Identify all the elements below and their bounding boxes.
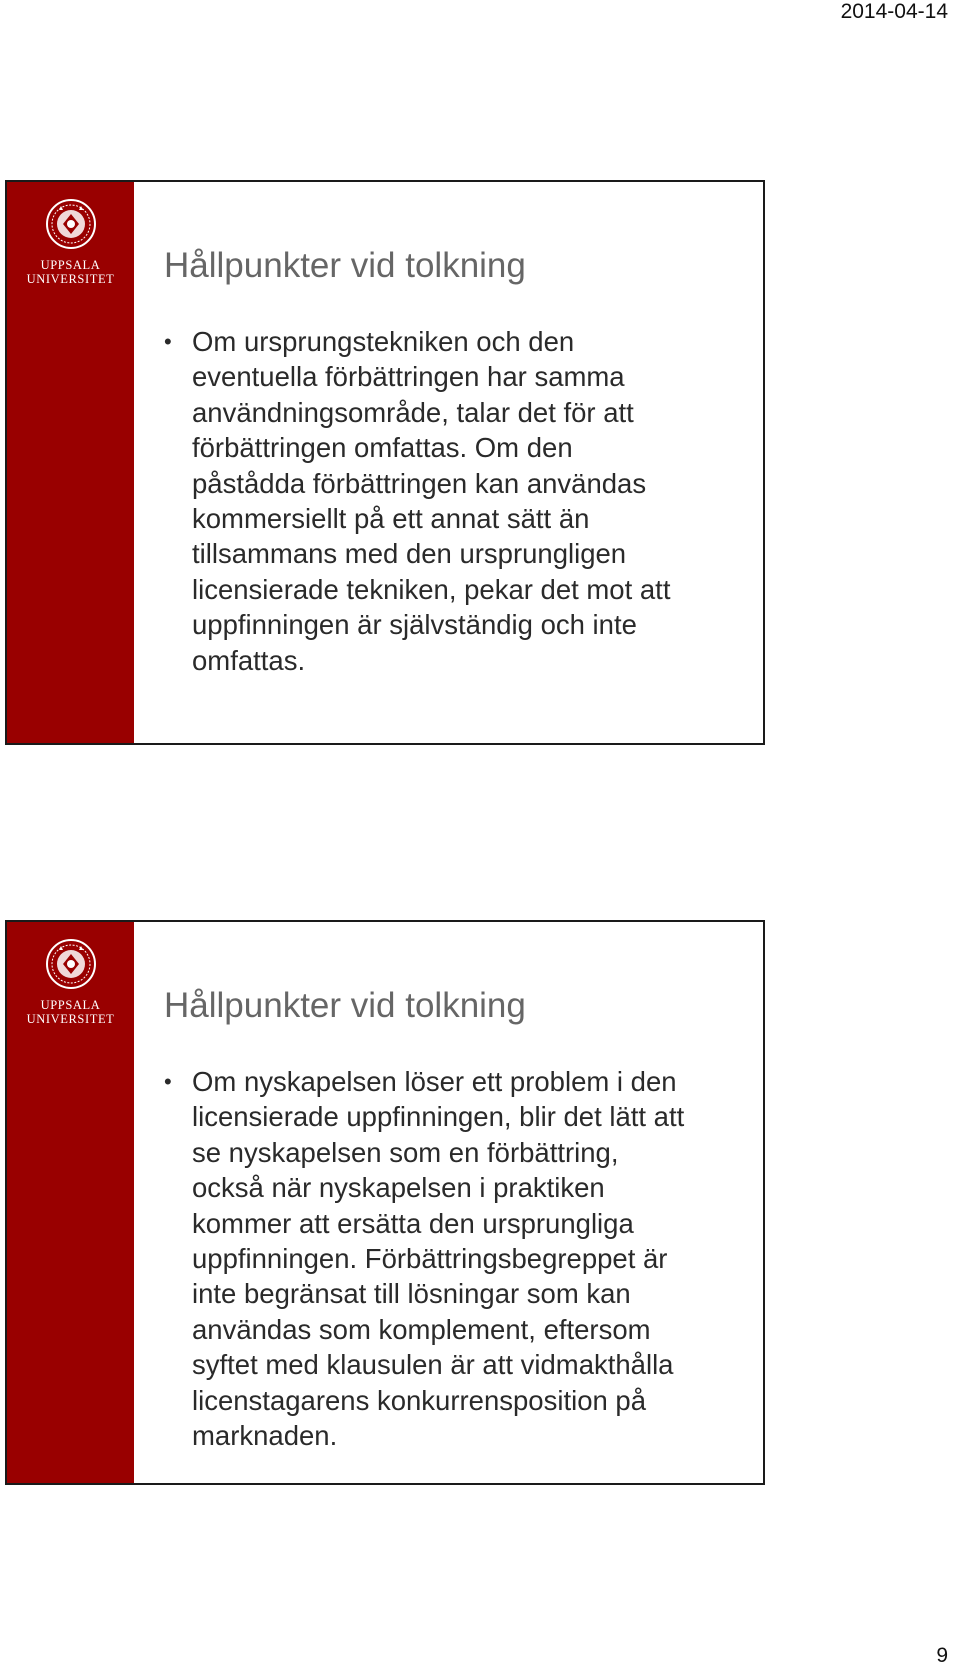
- university-seal-icon: [45, 198, 97, 250]
- page-number: 9: [936, 1644, 948, 1667]
- text-line: Om nyskapelsen löser ett problem i den: [192, 1066, 677, 1097]
- text-line: eventuella förbättringen har samma: [192, 361, 625, 393]
- slide-body: [134, 182, 763, 743]
- slide-sidebar: [7, 922, 134, 1483]
- slide-2: [5, 920, 765, 1485]
- text-line: se nyskapelsen som en förbättring,: [192, 1136, 619, 1168]
- bullet-item: [164, 1064, 735, 1453]
- bullet-text: [192, 324, 735, 678]
- bullet-item: [164, 324, 735, 678]
- slide-title: Hållpunkter vid tolkning: [164, 986, 526, 1025]
- university-seal-icon: [45, 938, 97, 990]
- university-logo: [7, 198, 134, 286]
- logo-line-uppsala: UPPSALA: [40, 258, 101, 272]
- slide-body: [134, 922, 763, 1483]
- logo-line-universitet: UNIVERSITET: [26, 272, 115, 286]
- slide-1: [5, 180, 765, 745]
- bullet-text: [192, 1064, 735, 1453]
- text-line: uppfinningen är självständig och inte: [192, 609, 637, 641]
- text-line: också när nyskapelsen i praktiken: [192, 1172, 605, 1204]
- text-line: användningsområde, talar det för att: [192, 396, 634, 428]
- slide-title: Hållpunkter vid tolkning: [164, 246, 526, 285]
- text-line: Om ursprungstekniken och den: [192, 326, 575, 357]
- text-line: användas som komplement, eftersom: [192, 1313, 651, 1345]
- university-logo: [7, 938, 134, 1026]
- text-line: marknaden.: [192, 1420, 338, 1452]
- logo-line-universitet: UNIVERSITET: [26, 1012, 115, 1026]
- text-line: kommer att ersätta den ursprungliga: [192, 1207, 634, 1239]
- bullet-list: [164, 1064, 735, 1453]
- bullet-list: [164, 324, 735, 678]
- text-line: syftet med klausulen är att vidmakthålla: [192, 1349, 674, 1381]
- bullet-icon: •: [164, 1069, 172, 1094]
- bullet-icon: •: [164, 329, 172, 354]
- page-date: 2014-04-14: [840, 0, 948, 23]
- logo-line-uppsala: UPPSALA: [40, 998, 101, 1012]
- text-line: förbättringen omfattas. Om den: [192, 432, 573, 464]
- text-line: licenstagarens konkurrensposition på: [192, 1384, 647, 1416]
- text-line: uppfinningen. Förbättringsbegreppet är: [192, 1243, 668, 1275]
- text-line: kommersiellt på ett annat sätt än: [192, 503, 590, 535]
- text-line: licensierade uppfinningen, blir det lätt att: [192, 1101, 685, 1133]
- text-line: omfattas.: [192, 644, 306, 676]
- text-line: tillsammans med den ursprungligen: [192, 538, 627, 570]
- text-line: inte begränsat till lösningar som kan: [192, 1278, 631, 1310]
- text-line: påstådda förbättringen kan användas: [192, 467, 647, 499]
- text-line: licensierade tekniken, pekar det mot att: [192, 573, 671, 605]
- slide-sidebar: [7, 182, 134, 743]
